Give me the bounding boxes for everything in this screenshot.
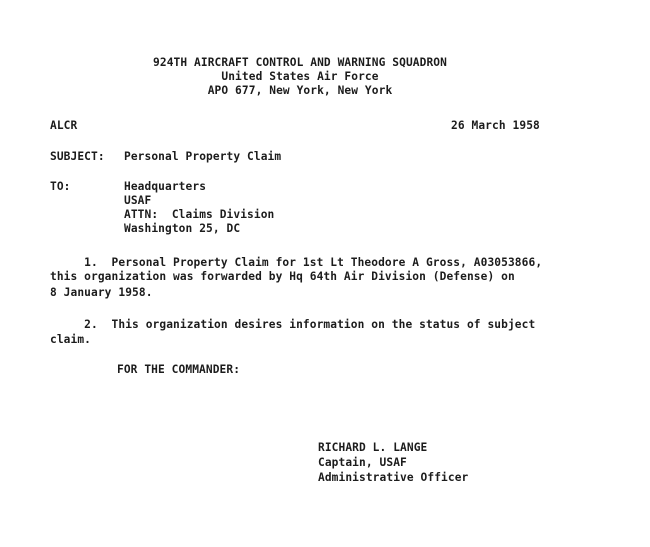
paragraph-2-line: 2. This organization desires information on the status of subject	[50, 318, 536, 331]
letterhead-unit: 924TH AIRCRAFT CONTROL AND WARNING SQUADRON	[153, 56, 447, 69]
paragraph-1-line: this organization was forwarded by Hq 64th Air Division (Defense) on	[50, 270, 515, 283]
paragraph-1-line: 1. Personal Property Claim for 1st Lt Theodore A Gross, A03053866,	[50, 256, 543, 269]
letterhead-service: United States Air Force	[221, 70, 379, 83]
subject-label: SUBJECT:	[50, 150, 105, 163]
to-line: USAF	[124, 194, 152, 207]
to-line: Headquarters	[124, 180, 207, 193]
paragraph-2-line: claim.	[50, 333, 92, 346]
signature-rank: Captain, USAF	[318, 456, 407, 469]
to-line: ATTN: Claims Division	[124, 208, 275, 221]
subject-text: Personal Property Claim	[124, 150, 282, 163]
signature-title: Administrative Officer	[318, 471, 469, 484]
to-line: Washington 25, DC	[124, 222, 241, 235]
complimentary-close: FOR THE COMMANDER:	[117, 363, 241, 376]
signature-name: RICHARD L. LANGE	[318, 441, 428, 454]
office-symbol: ALCR	[50, 119, 78, 132]
paragraph-1-line: 8 January 1958.	[50, 286, 153, 299]
letterhead-address: APO 677, New York, New York	[207, 84, 393, 97]
letter-date: 26 March 1958	[451, 119, 540, 132]
to-label: TO:	[50, 180, 71, 193]
